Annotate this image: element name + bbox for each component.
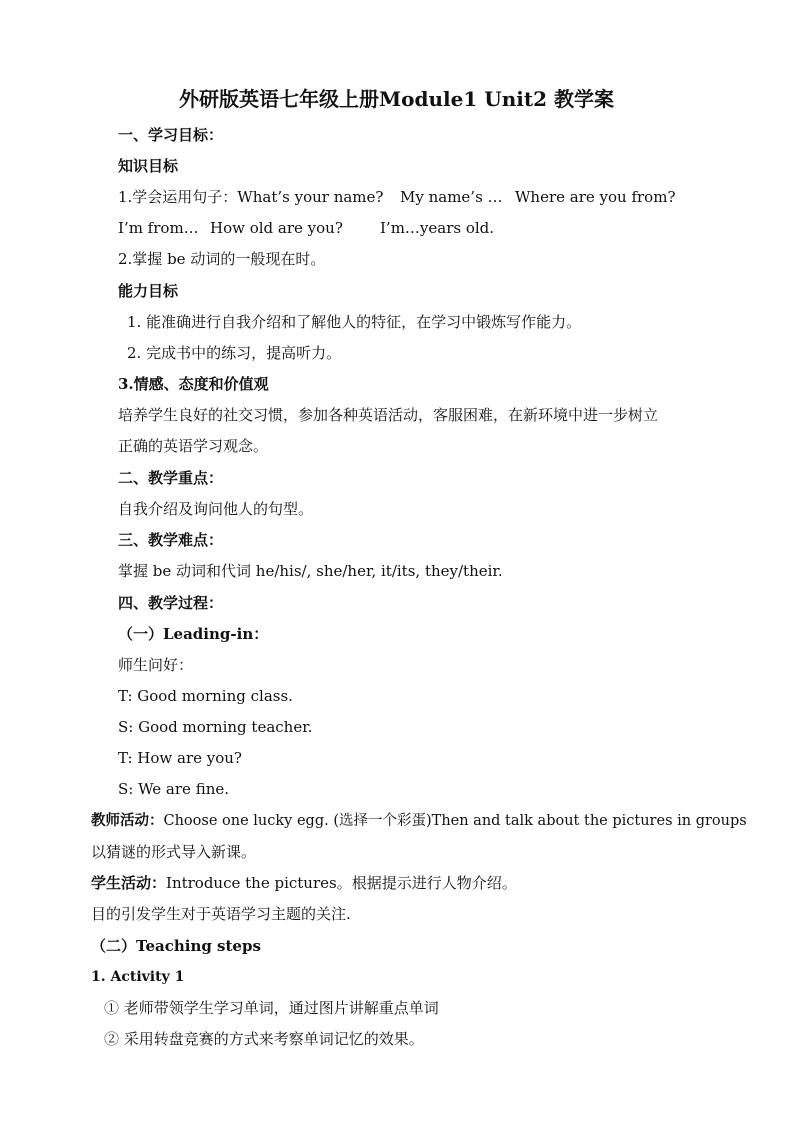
sentence-whats-your-name: 1.学会运用句子：What’s your name?: [118, 188, 384, 206]
student-activity-label: 学生活动：: [91, 874, 167, 892]
emotion-text-1: 培养学生良好的社交习惯，参加各种英语活动，客服困难，在新环境中进一步树立: [118, 406, 659, 424]
knowledge-item-1: [118, 187, 675, 207]
teacher-activity-text: Choose one lucky egg. (选择一个彩蛋)Then and talk about the pictures in groups: [163, 813, 747, 829]
teacher-activity-text-2: 以猜谜的形式导入新课。: [91, 843, 257, 861]
teacher-activity: [91, 811, 747, 831]
dialogue-line-3: T: How are you?: [118, 749, 242, 767]
sentence-years-old: I’m…years old.: [380, 219, 495, 237]
student-activity: [91, 873, 517, 893]
section-heading-process: 四、教学过程：: [118, 594, 224, 612]
section-heading-key-points: 二、教学重点：: [118, 469, 224, 487]
document-title: 外研版英语七年级上册Module1 Unit2 教学案: [179, 87, 614, 111]
section-heading-difficulties: 三、教学难点：: [118, 531, 224, 549]
ability-item-2: 2. 完成书中的练习，提高听力。: [127, 344, 342, 362]
difficulties-text: 掌握 be 动词和代词 he/his/, she/her, it/its, they/their.: [118, 562, 503, 580]
knowledge-item-2: 2.掌握 be 动词的一般现在时。: [118, 250, 326, 268]
key-points-text: 自我介绍及询问他人的句型。: [118, 500, 314, 518]
dialogue-line-1: T: Good morning class.: [118, 687, 293, 705]
purpose-text: 目的引发学生对于英语学习主题的关注.: [91, 905, 351, 923]
sentence-my-name: My name’s …: [400, 188, 503, 206]
activity-1-item-2: ② 采用转盘竞赛的方式来考察单词记忆的效果。: [104, 1030, 424, 1048]
ability-item-1: 1. 能准确进行自我介绍和了解他人的特征，在学习中锻炼写作能力。: [127, 313, 582, 331]
subheading-leading-in: （一）Leading-in：: [118, 625, 269, 643]
subheading-teaching-steps: （二）Teaching steps: [91, 937, 261, 955]
dialogue-line-4: S: We are fine.: [118, 780, 230, 798]
teacher-activity-label: 教师活动：: [91, 812, 164, 829]
subheading-ability: 能力目标: [118, 282, 179, 300]
emotion-text-2: 正确的英语学习观念。: [118, 437, 269, 455]
student-activity-text: Introduce the pictures。根据提示进行人物介绍。: [166, 874, 517, 892]
subheading-emotion: 3.情感、态度和价值观: [118, 375, 269, 393]
dialogue-line-2: S: Good morning teacher.: [118, 718, 313, 736]
sentence-im-from: I’m from…: [118, 219, 199, 237]
subheading-knowledge: 知识目标: [118, 157, 179, 175]
section-heading-objectives: 一、学习目标：: [118, 126, 224, 144]
knowledge-item-1-cont: [118, 218, 494, 238]
sentence-how-old: How old are you?: [210, 219, 343, 237]
activity-1-item-1: ① 老师带领学生学习单词，通过图片讲解重点单词: [104, 999, 439, 1017]
activity-1-heading: 1. Activity 1: [91, 969, 185, 985]
greeting-label: 师生问好：: [118, 656, 194, 674]
sentence-where-from: Where are you from?: [515, 188, 676, 206]
